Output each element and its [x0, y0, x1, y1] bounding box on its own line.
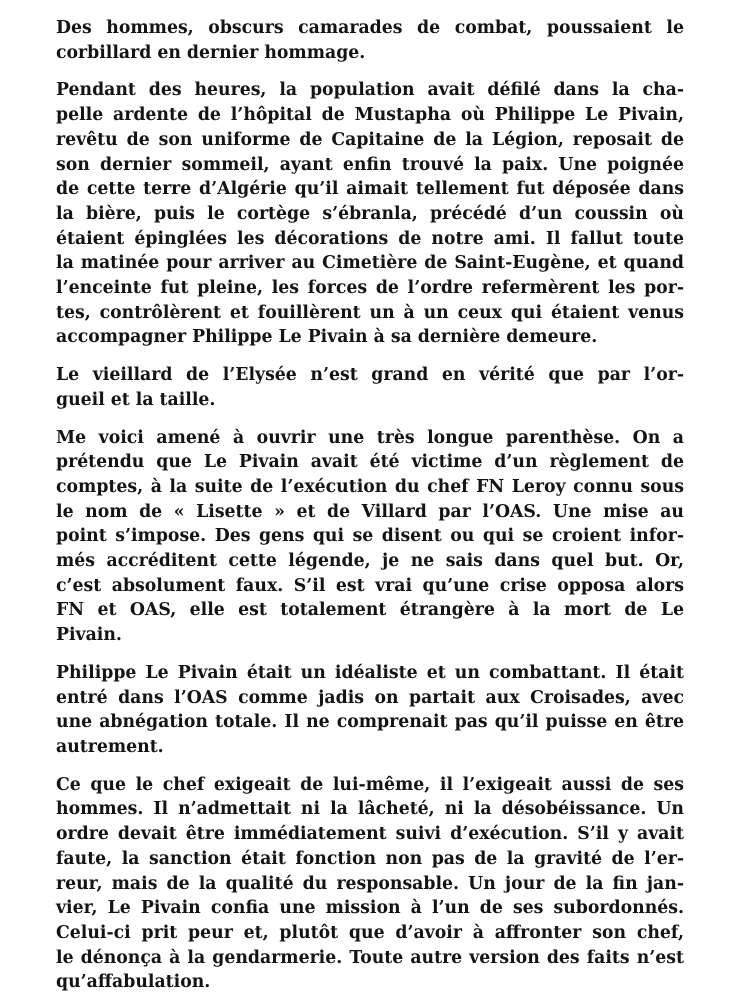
text-line: c’est absolument faux. S’il est vrai qu’une crise opposa alors [56, 575, 684, 596]
text-line: hommes. Il n’admettait ni la lâcheté, ni la désobéissance. Un [56, 799, 684, 820]
paragraph-chapel [56, 78, 684, 350]
text-line: Le vieillard de l’Elysée n’est grand en vérité que par l’or- [56, 365, 684, 386]
text-line: corbillard en dernier hommage. [56, 42, 366, 63]
text-line: Philippe Le Pivain était un idéaliste et un combattant. Il était [56, 662, 684, 683]
text-line: son dernier sommeil, ayant enfin trouvé la paix. Une poignée [56, 154, 684, 175]
text-line: ordre devait être immédiatement suivi d’exécution. S’il y avait [56, 824, 684, 845]
text-line: le dénonça à la gendarmerie. Toute autre version des faits n’est [56, 947, 684, 968]
paragraph-parenthesis [56, 426, 684, 648]
text-line: pelle ardente de l’hôpital de Mustapha où Philippe Le Pivain, [56, 105, 684, 126]
text-line: Ce que le chef exigeait de lui-même, il l’exigeait aussi de ses [56, 774, 684, 795]
text-line: une abnégation totale. Il ne comprenait pas qu’il puisse en être [56, 712, 684, 733]
text-line: point s’impose. Des gens qui se disent ou qui se croient infor- [56, 526, 684, 547]
document-page [56, 16, 684, 1008]
text-line: Me voici amené à ouvrir une très longue parenthèse. On a [56, 427, 684, 448]
text-line: reur, mais de la qualité du responsable. Un jour de la fin jan- [56, 873, 684, 894]
text-line: revêtu de son uniforme de Capitaine de la Légion, reposait de [56, 129, 684, 150]
text-line: le nom de « Lisette » et de Villard par l’OAS. Une mise au [56, 501, 684, 522]
text-line: étaient épinglées les décorations de notre ami. Il fallut toute [56, 228, 684, 249]
text-line: gueil et la taille. [56, 389, 216, 410]
text-line: comptes, à la suite de l’exécution du chef FN Leroy connu sous [56, 476, 684, 497]
paragraph-idealist [56, 661, 684, 760]
text-line: Pivain. [56, 625, 122, 646]
text-line: qu’affabulation. [56, 972, 211, 993]
text-line: prétendu que Le Pivain avait été victime d’un règlement de [56, 452, 684, 473]
text-line: la matinée pour arriver au Cimetière de Saint-Eugène, et quand [56, 253, 684, 274]
paragraph-funeral-procession [56, 16, 684, 65]
text-line: autrement. [56, 736, 164, 757]
text-line: accompagner Philippe Le Pivain à sa dernière demeure. [56, 327, 598, 348]
text-line: vier, Le Pivain confia une mission à l’un de ses subordonnés. [56, 898, 684, 919]
text-line: l’enceinte fut pleine, les forces de l’ordre refermèrent les por- [56, 278, 684, 299]
text-line: de cette terre d’Algérie qu’il aimait tellement fut déposée dans [56, 179, 684, 200]
text-line: tes, contrôlèrent et fouillèrent un à un ceux qui étaient venus [56, 302, 684, 323]
text-line: Pendant des heures, la population avait défilé dans la cha- [56, 80, 684, 101]
paragraph-chief-demands [56, 773, 684, 995]
text-line: faute, la sanction était fonction non pas de la gravité de l’er- [56, 848, 684, 869]
text-line: FN et OAS, elle est totalement étrangère à la mort de Le [56, 600, 684, 621]
text-line: més accréditent cette légende, je ne sais dans quel but. Or, [56, 551, 684, 572]
text-line: Des hommes, obscurs camarades de combat, poussaient le [56, 18, 684, 38]
paragraph-elysee [56, 363, 684, 412]
text-line: la bière, puis le cortège s’ébranla, précédé d’un coussin où [56, 203, 684, 224]
text-line: entré dans l’OAS comme jadis on partait aux Croisades, avec [56, 687, 684, 708]
text-line: Celui-ci prit peur et, plutôt que d’avoir à affronter son chef, [56, 922, 684, 943]
